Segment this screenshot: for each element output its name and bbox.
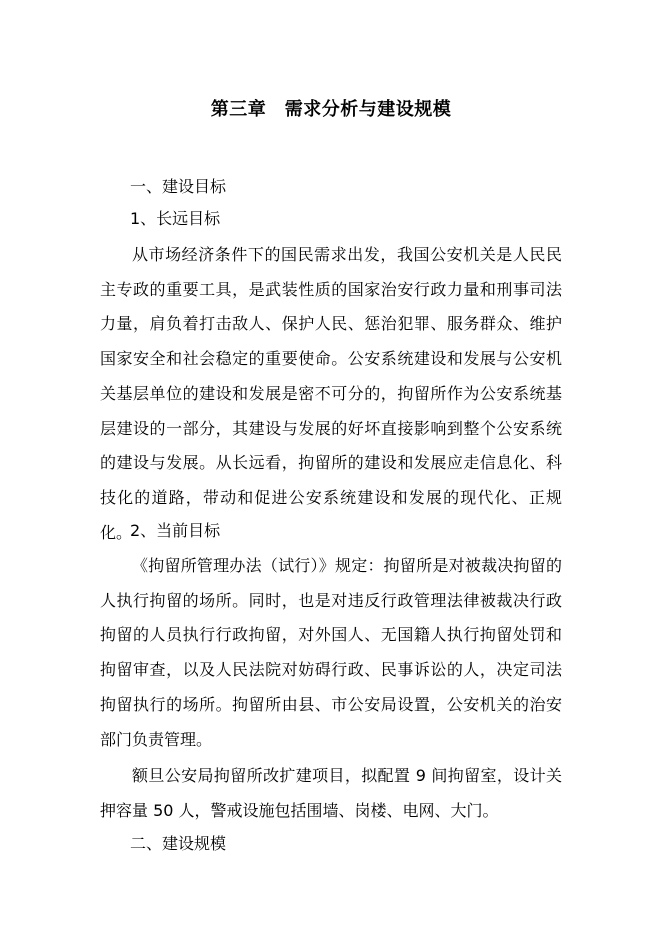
subsection-heading-long-term-goals: 1、长远目标 <box>130 209 221 228</box>
section-heading-construction-scale: 二、建设规模 <box>130 834 227 853</box>
subsection-heading-current-goals: 2、当前目标 <box>130 521 221 540</box>
paragraph-long-term-goals: 从市场经济条件下的国民需求出发，我国公安机关是人民民主专政的重要工具，是武装性质的国家治安行政力量和刑事司法力量，肩负着打击敌人、保护人民、惩治犯罪、服务群众、维护国家安全和社会稳定的重要使命。公安系统建设和发展与公安机关基层单位的建设和发展是密不可分的，拘留所作为公安系统基层建设的一部分，其建设与发展的好坏直接影响到整个公安系统的建设与发展。从长远看，拘留所的建设和发展应走信息化、科技化的道路，带动和促进公安系统建设和发展的现代化、正规化。 <box>100 245 562 542</box>
chapter-title: 第三章 需求分析与建设规模 <box>210 99 452 120</box>
paragraph-project-capacity: 额旦公安局拘留所改扩建项目，拟配置 9 间拘留室，设计关押容量 50 人，警戒设施包括围墙、岗楼、电网、大门。 <box>100 766 562 820</box>
paragraph-current-goals: 《拘留所管理办法（试行）》规定：拘留所是对被裁决拘留的人执行拘留的场所。同时，也是对违反行政管理法律被裁决行政拘留的人员执行行政拘留，对外国人、无国籍人执行拘留处罚和拘留审查，以及人民法院对妨碍行政、民事诉讼的人，决定司法拘留执行的场所。拘留所由县、市公安局设置，公安机关的治安部门负责管理。 <box>100 556 562 749</box>
section-heading-construction-goals: 一、建设目标 <box>130 177 227 196</box>
